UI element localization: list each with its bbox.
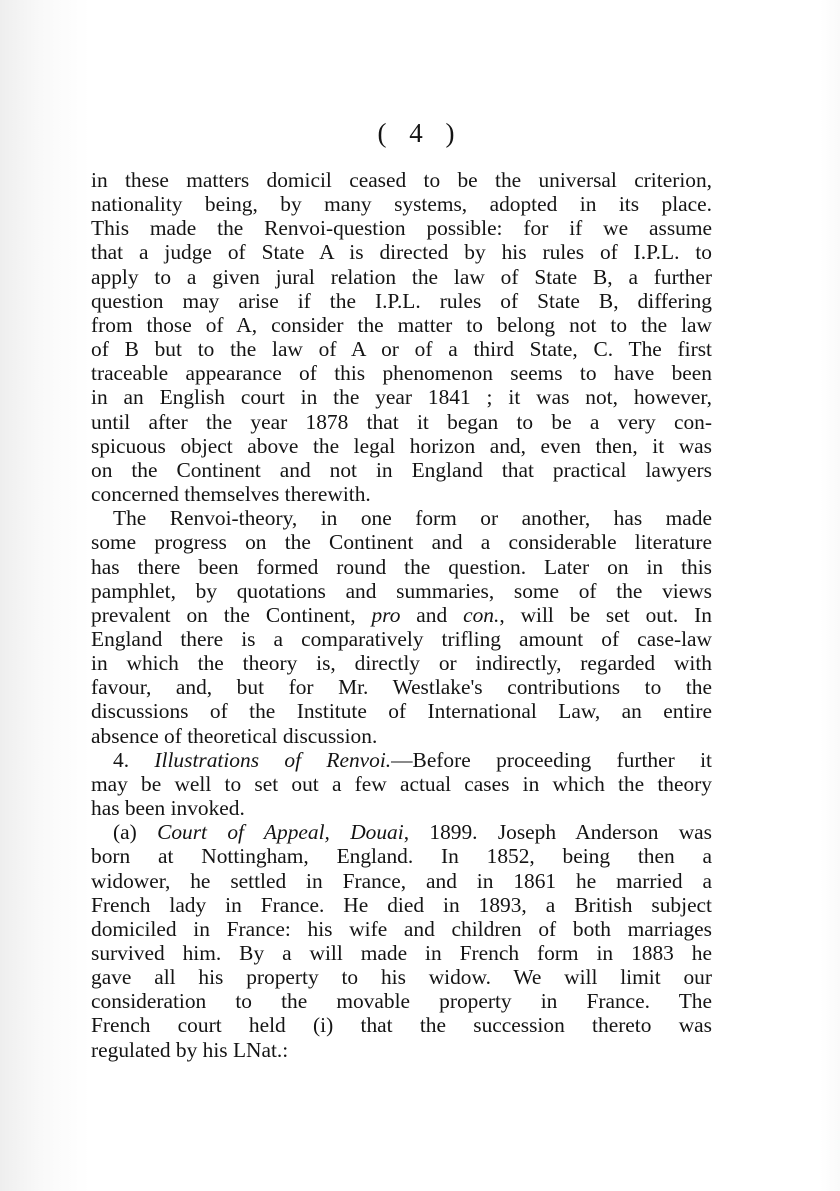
paragraph1-line: in these matters domicil ceased to be the universal criterion, xyxy=(91,168,712,192)
paragraph2-line xyxy=(91,603,712,627)
section4-line: has been invoked. xyxy=(91,796,245,821)
paragraph1-line: This made the Renvoi-question possible: for if we assume xyxy=(91,216,712,241)
paragraph1-line: in an English court in the year 1841 ; it was not, however, xyxy=(91,385,712,410)
paragraph1-line: that a judge of State A is directed by his rules of I.P.L. to xyxy=(91,240,712,265)
paragraph1-line: spicuous object above the legal horizon and, even then, it was xyxy=(91,433,712,458)
case-a-line: French court held (i) that the succession thereto was xyxy=(91,1013,712,1038)
case-a-line: regulated by his LNat.: xyxy=(91,1037,289,1062)
section-heading: Illustrations of Renvoi. xyxy=(154,747,392,772)
paragraph2-text: and xyxy=(400,602,464,627)
paragraph2-line: The Renvoi-theory, in one form or another, has made xyxy=(113,506,712,531)
case-a-line: consideration to the movable property in France. The xyxy=(91,989,712,1014)
section4-line: may be well to set out a few actual cases in which the theory xyxy=(91,771,712,796)
page-number: ( 4 ) xyxy=(377,118,463,148)
paragraph1-line: question may arise if the I.P.L. rules of State B, differing xyxy=(91,288,712,313)
paragraph2-line: England there is a comparatively trifling amount of case-law xyxy=(91,626,712,651)
paragraph1-line: concerned themselves therewith. xyxy=(91,482,371,507)
case-label: (a) xyxy=(113,820,158,845)
case-a-line: survived him. By a will made in French form in 1883 he xyxy=(91,941,712,965)
paragraph2-line: pamphlet, by quotations and summaries, some of the views xyxy=(91,578,712,603)
paragraph2-line: in which the theory is, directly or indirectly, regarded with xyxy=(91,651,712,676)
paragraph2-line: discussions of the Institute of International Law, an entire xyxy=(91,699,712,724)
paragraph2-text: prevalent on the Continent, xyxy=(91,602,372,627)
case-a-heading-line xyxy=(91,820,712,844)
case-court: Court of Appeal, Douai xyxy=(157,820,404,845)
pro-italic: pro xyxy=(371,602,401,627)
section4-text: —Before proceeding further it xyxy=(391,747,712,772)
con-italic: con. xyxy=(463,602,500,627)
section4-heading-line xyxy=(91,748,712,772)
case-a-line: gave all his property to his widow. We will limit our xyxy=(91,965,712,990)
paragraph1-line: until after the year 1878 that it began to be a very con- xyxy=(91,409,712,434)
paragraph1-line: from those of A, consider the matter to belong not to the law xyxy=(91,312,712,337)
case-a-line: French lady in France. He died in 1893, a British subject xyxy=(91,892,712,917)
case-a-line: domiciled in France: his wife and children of both marriages xyxy=(91,916,712,941)
case-a-line: born at Nottingham, England. In 1852, being then a xyxy=(91,844,712,869)
case-a-text: , 1899. Joseph Anderson was xyxy=(403,820,712,845)
paragraph1-line: nationality being, by many systems, adopted in its place. xyxy=(91,192,712,217)
paragraph1-line: apply to a given jural relation the law of State B, a further xyxy=(91,264,712,289)
section-number: 4. xyxy=(113,747,155,772)
paragraph2-line: absence of theoretical discussion. xyxy=(91,723,378,748)
paragraph1-line: of B but to the law of A or of a third State, C. The first xyxy=(91,337,712,362)
paragraph2-text: , will be set out. In xyxy=(499,602,712,627)
case-a-line: widower, he settled in France, and in 1861 he married a xyxy=(91,868,712,893)
paragraph2-line: favour, and, but for Mr. Westlake's contributions to the xyxy=(91,675,712,700)
paragraph2-line: has there been formed round the question. Later on in this xyxy=(91,554,712,579)
paragraph2-line: some progress on the Continent and a considerable literature xyxy=(91,530,712,555)
paragraph1-line: traceable appearance of this phenomenon seems to have been xyxy=(91,361,712,386)
paragraph1-line: on the Continent and not in England that practical lawyers xyxy=(91,457,712,482)
page-body xyxy=(91,168,712,1062)
